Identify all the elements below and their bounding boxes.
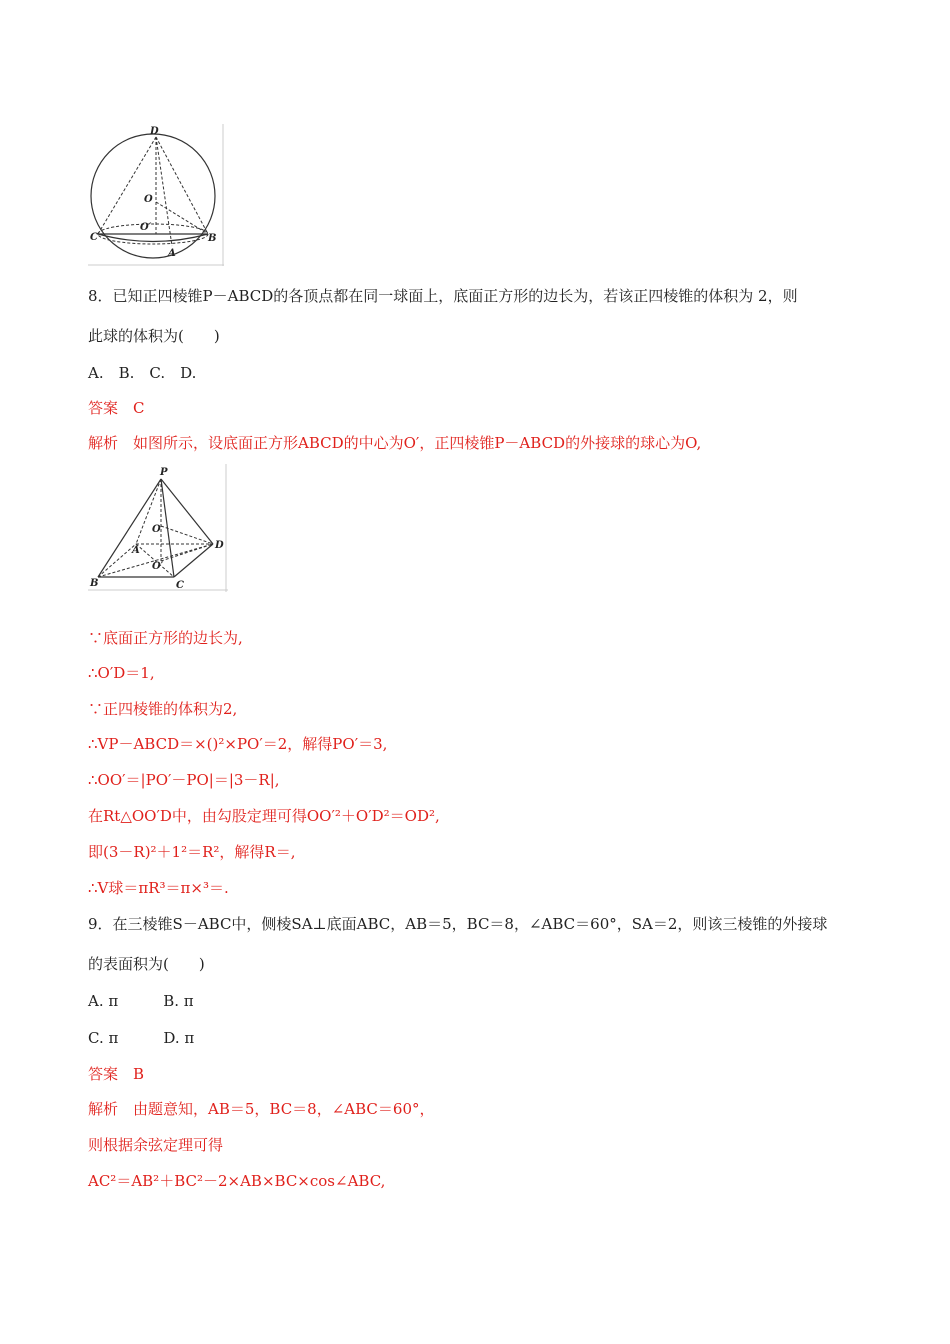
label-p: P: [160, 467, 168, 478]
question-9-stem-cont: 的表面积为( ): [88, 955, 205, 973]
solution-line-5: ∴OO′＝|PO′－PO|＝|3－R|,: [88, 771, 280, 789]
sphere-cone-diagram: [88, 124, 224, 266]
question-8-stem: 8．已知正四棱锥P－ABCD的各顶点都在同一球面上，底面正方形的边长为，若该正四棱锥的体积为 2，则: [88, 287, 798, 305]
label-o-prime: O′: [152, 561, 164, 572]
label-a: A: [132, 545, 140, 556]
solution-line-1: ∵底面正方形的边长为,: [88, 629, 243, 647]
question-9-answer: 答案 B: [88, 1065, 145, 1083]
label-c: C: [90, 232, 98, 243]
label-o: O: [144, 194, 153, 205]
question-8-analysis: 解析 如图所示，设底面正方形ABCD的中心为O′，正四棱锥P－ABCD的外接球的球心为O,: [88, 434, 702, 452]
pyramid-diagram: [88, 464, 228, 592]
label-b: B: [208, 233, 217, 244]
solution-line-2: ∴O′D＝1,: [88, 664, 155, 682]
label-d: D: [150, 126, 159, 137]
figure-square-pyramid: [88, 464, 228, 592]
label-b: B: [90, 578, 99, 589]
question-8-options: A. B. C. D.: [88, 364, 197, 382]
solution-line-7: 即(3－R)²＋1²＝R²，解得R＝,: [88, 843, 296, 861]
label-c: C: [176, 580, 184, 591]
question-9-options-cd: C. π D. π: [88, 1029, 195, 1047]
sphere-outline: [91, 134, 215, 258]
solution-line-3: ∵正四棱锥的体积为2,: [88, 700, 238, 718]
question-9-solution-1: 则根据余弦定理可得: [88, 1136, 224, 1154]
figure-sphere-cone: [88, 124, 224, 266]
solution-line-4: ∴VP－ABCD＝×()²×PO′＝2，解得PO′＝3,: [88, 735, 388, 753]
question-8-answer: 答案 C: [88, 399, 145, 417]
question-9-stem: 9．在三棱锥S－ABC中，侧棱SA⊥底面ABC，AB＝5，BC＝8，∠ABC＝60°，SA＝2，则该三棱锥的外接球: [88, 915, 828, 933]
label-o: O: [152, 524, 161, 535]
label-a: A: [168, 248, 176, 259]
question-9-solution-2: AC²＝AB²＋BC²－2×AB×BC×cos∠ABC,: [88, 1172, 386, 1190]
question-9-options-ab: A. π B. π: [88, 992, 194, 1010]
label-o-prime: O′: [140, 222, 152, 233]
question-9-analysis: 解析 由题意知，AB＝5，BC＝8，∠ABC＝60°，: [88, 1100, 435, 1118]
solution-line-8: ∴V球＝πR³＝π×³＝.: [88, 879, 229, 897]
solution-line-6: 在Rt△OO′D中，由勾股定理可得OO′²＋O′D²＝OD²,: [88, 807, 440, 825]
question-8-stem-cont: 此球的体积为( ): [88, 327, 220, 345]
label-d: D: [215, 540, 224, 551]
